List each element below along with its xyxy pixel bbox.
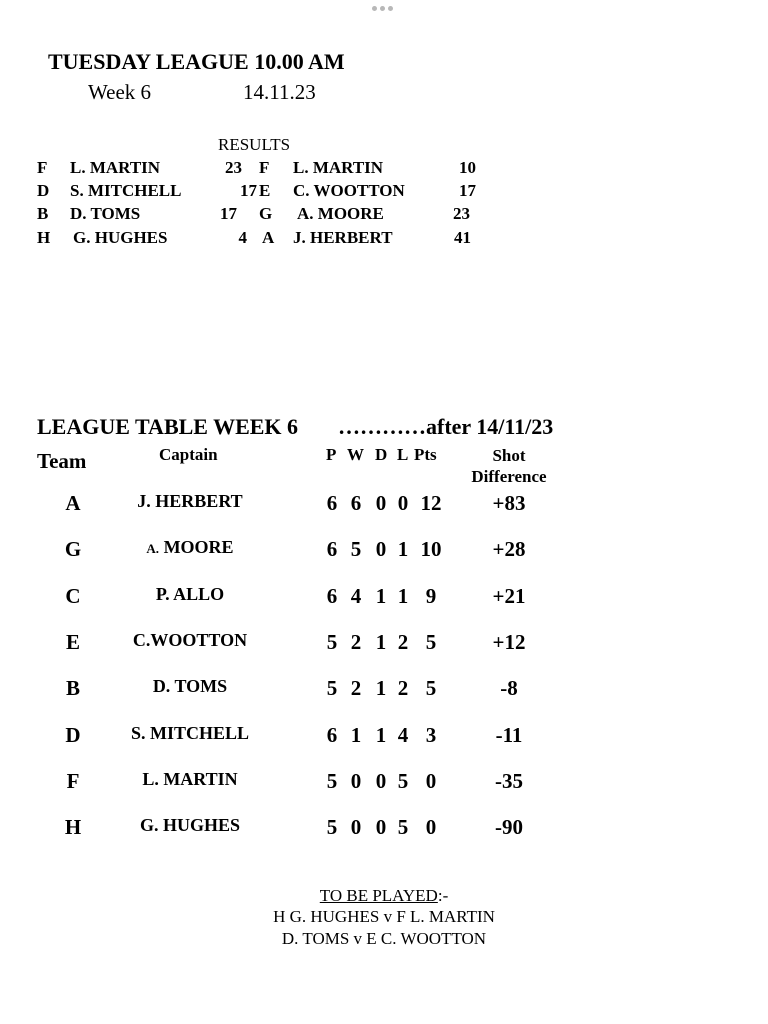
table-won: 6 [350, 491, 362, 515]
table-team: H [64, 815, 82, 839]
table-row [0, 584, 768, 614]
table-shot-difference: -35 [495, 769, 523, 793]
to-be-played-heading [0, 886, 768, 906]
shot-label: Shot [492, 446, 526, 465]
result-row [0, 181, 768, 203]
table-points: 12 [420, 491, 442, 515]
result-captain2: L. MARTIN [293, 158, 384, 177]
to-be-played-suffix: :- [437, 886, 449, 905]
table-row [0, 676, 768, 706]
handle-dot [372, 6, 377, 11]
table-captain [110, 491, 270, 512]
result-score2: 17 [459, 181, 476, 200]
table-points: 3 [425, 723, 437, 747]
column-header-captain: Captain [159, 445, 218, 464]
table-drawn: 0 [375, 769, 387, 793]
table-drawn: 0 [375, 815, 387, 839]
table-shot-difference: -8 [500, 676, 518, 700]
table-played: 5 [326, 676, 338, 700]
table-team: D [65, 723, 81, 747]
table-shot-difference: -90 [495, 815, 523, 839]
table-played: 5 [326, 769, 338, 793]
column-header-team: Team [37, 449, 87, 473]
table-captain [110, 537, 270, 558]
table-team: A [65, 491, 81, 515]
table-won: 0 [350, 815, 362, 839]
captain-name: P. ALLO [155, 584, 225, 604]
result-score1: 23 [225, 158, 242, 177]
table-drawn: 1 [375, 676, 387, 700]
fixture-line: D. TOMS v E C. WOOTTON [281, 929, 487, 948]
result-captain1: S. MITCHELL [70, 181, 182, 200]
table-shot-difference: +12 [492, 630, 526, 654]
table-played: 6 [326, 537, 338, 561]
table-team: C [65, 584, 81, 608]
table-shot-difference: -11 [495, 723, 523, 747]
captain-name: L. MARTIN [142, 769, 238, 789]
table-drawn: 1 [375, 630, 387, 654]
table-lost: 1 [397, 584, 409, 608]
table-row [0, 630, 768, 660]
table-played: 6 [326, 584, 338, 608]
table-shot-difference: +83 [492, 491, 526, 515]
result-captain1: D. TOMS [70, 204, 141, 223]
captain-name: J. HERBERT [137, 491, 243, 511]
table-drawn: 1 [375, 723, 387, 747]
table-lost: 5 [397, 815, 409, 839]
date-label: 14.11.23 [243, 80, 316, 104]
result-row [0, 204, 768, 226]
table-lost: 1 [397, 537, 409, 561]
table-row [0, 769, 768, 799]
table-won: 4 [350, 584, 362, 608]
table-drawn: 1 [375, 584, 387, 608]
table-row [0, 723, 768, 753]
table-points: 10 [420, 537, 442, 561]
handle-dot [380, 6, 385, 11]
column-header-won: W [347, 445, 364, 464]
result-team2: E [259, 181, 271, 200]
table-row [0, 491, 768, 521]
result-team2: F [259, 158, 270, 177]
results-heading: RESULTS [218, 135, 291, 154]
result-score1: 4 [238, 228, 247, 247]
table-won: 1 [350, 723, 362, 747]
table-team: F [66, 769, 80, 793]
table-lost: 0 [397, 491, 409, 515]
captain-name: C.WOOTTON [132, 630, 248, 650]
captain-name: S. MITCHELL [130, 723, 250, 743]
table-lost: 2 [397, 630, 409, 654]
table-played: 5 [326, 630, 338, 654]
result-score2: 23 [453, 204, 470, 223]
table-won: 5 [350, 537, 362, 561]
column-header-lost: L [397, 445, 409, 464]
table-lost: 2 [397, 676, 409, 700]
table-row [0, 537, 768, 567]
handle-dot [388, 6, 393, 11]
result-captain1: G. HUGHES [73, 228, 168, 247]
result-row [0, 228, 768, 250]
week-label: Week 6 [88, 80, 152, 104]
result-score2: 10 [459, 158, 476, 177]
result-captain1: L. MARTIN [70, 158, 161, 177]
table-captain [110, 815, 270, 836]
result-captain2: J. HERBERT [293, 228, 393, 247]
window-handle-icon[interactable] [372, 6, 393, 11]
column-header-shot-difference [463, 445, 555, 487]
table-shot-difference: +21 [492, 584, 526, 608]
league-table-after-date: …………after 14/11/23 [338, 414, 554, 439]
table-row [0, 815, 768, 845]
result-team2: G [259, 204, 273, 223]
result-score1: 17 [240, 181, 257, 200]
table-shot-difference: +28 [492, 537, 526, 561]
table-captain [110, 723, 270, 744]
table-team: B [65, 676, 80, 700]
result-row [0, 158, 768, 180]
result-captain2: C. WOOTTON [293, 181, 405, 200]
table-points: 5 [425, 630, 437, 654]
result-captain2: A. MOORE [297, 204, 384, 223]
difference-label: Difference [471, 467, 547, 486]
result-team1: F [37, 158, 48, 177]
result-team2: A [262, 228, 275, 247]
table-points: 0 [425, 815, 437, 839]
captain-name: D. TOMS [152, 676, 228, 696]
page-title: TUESDAY LEAGUE 10.00 AM [48, 49, 345, 74]
table-won: 2 [350, 630, 362, 654]
table-played: 6 [326, 491, 338, 515]
table-won: 2 [350, 676, 362, 700]
table-played: 5 [326, 815, 338, 839]
table-captain [110, 584, 270, 605]
column-header-points: Pts [414, 445, 437, 464]
table-captain [110, 676, 270, 697]
to-be-played-label: TO BE PLAYED [319, 886, 438, 905]
result-team1: D [37, 181, 50, 200]
table-played: 6 [326, 723, 338, 747]
column-header-played: P [326, 445, 337, 464]
table-lost: 5 [397, 769, 409, 793]
table-drawn: 0 [375, 537, 387, 561]
table-points: 0 [425, 769, 437, 793]
table-points: 5 [425, 676, 437, 700]
result-team1: H [37, 228, 51, 247]
table-team: G [64, 537, 82, 561]
table-captain [110, 769, 270, 790]
result-score2: 41 [454, 228, 471, 247]
table-captain [110, 630, 270, 651]
table-points: 9 [425, 584, 437, 608]
column-header-drawn: D [375, 445, 388, 464]
captain-initial: A. [146, 541, 160, 556]
captain-name: MOORE [163, 537, 234, 557]
captain-name: G. HUGHES [139, 815, 241, 835]
table-lost: 4 [397, 723, 409, 747]
result-score1: 17 [220, 204, 237, 223]
fixture-line: H G. HUGHES v F L. MARTIN [273, 907, 495, 926]
league-table-heading: LEAGUE TABLE WEEK 6 [37, 414, 299, 439]
table-won: 0 [350, 769, 362, 793]
table-drawn: 0 [375, 491, 387, 515]
table-team: E [65, 630, 80, 654]
result-team1: B [37, 204, 49, 223]
